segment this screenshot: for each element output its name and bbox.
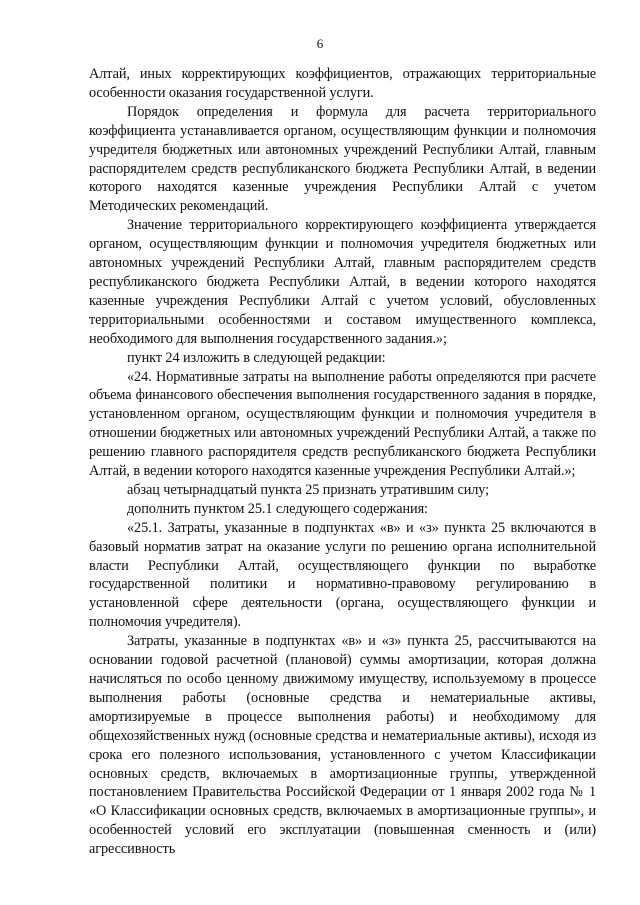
paragraph-clause-25-1: «25.1. Затраты, указанные в подпунктах «в» и «з» пункта 25 включаются в базовый норматив затрат на оказание услуги по решению органа исполнительной власти Республики Алтай, осуществляющего функции по выработке государственной политики и нормативно-правовому регулированию в установленной сфере деятельности (органа, осуществляющего функции и полномочия учредителя). [89,519,596,631]
document-body [89,65,596,859]
paragraph-continuation: Алтай, иных корректирующих коэффициентов, отражающих территориальные особенности оказания государственной услуги. [89,66,596,101]
paragraph-coefficient-procedure: Порядок определения и формула для расчета территориального коэффициента устанавливается органом, осуществляющим функции и полномочия учредителя бюджетных или автономных учреждений Республики Алтай, главным распорядителем средств республиканского бюджета Республики Алтай, в ведении которого находятся казенные учреждения Республики Алтай с учетом Методических рекомендаций. [89,103,596,215]
paragraph-amendment-24: пункт 24 изложить в следующей редакции: [127,349,386,366]
page-number: 6 [316,36,324,51]
paragraph-depreciation: Затраты, указанные в подпунктах «в» и «з» пункта 25, рассчитываются на основании годовой расчетной (плановой) суммы амортизации, которая должна начисляться по особо ценному движимому имуществу, используемому в процессе выполнения работы (основные средства и нематериальные активы, амортизируемые в процессе выполнения работы) и необходимому для общехозяйственных нужд (основные средства и нематериальные активы), исходя из срока его полезного использования, установленного с учетом Классификации основных средств, включаемых в амортизационные группы, утвержденной постановлением Правительства Российской Федерации от 1 января 2002 года № 1 «О Классификации основных средств, включаемых в амортизационные группы», и особенностей условий его эксплуатации (повышенная сменность и (или) агрессивность [89,633,596,858]
paragraph-clause-24: «24. Нормативные затраты на выполнение работы определяются при расчете объема финансового обеспечения выполнения государственного задания в порядке, установленном органом, осуществляющим функции и полномочия учредителя в отношении бюджетных или автономных учреждений Республики Алтай, а также по решению главного распорядителя средств республиканского бюджета Республики Алтай, в ведении которого находятся казенные учреждения Республики Алтай.»; [89,368,596,480]
paragraph-add-25-1: дополнить пунктом 25.1 следующего содержания: [127,500,428,517]
paragraph-repeal-25: абзац четырнадцатый пункта 25 признать утратившим силу; [127,481,490,498]
paragraph-coefficient-value: Значение территориального корректирующего коэффициента утверждается органом, осуществляющим функции и полномочия учредителя бюджетных или автономных учреждений Республики Алтай, главным распорядителем средств республиканского бюджета Республики Алтай, в ведении которого находятся казенные учреждения Республики Алтай с учетом условий, обусловленных территориальными особенностями и составом имущественного комплекса, необходимого для выполнения государственного задания.»; [89,217,596,347]
